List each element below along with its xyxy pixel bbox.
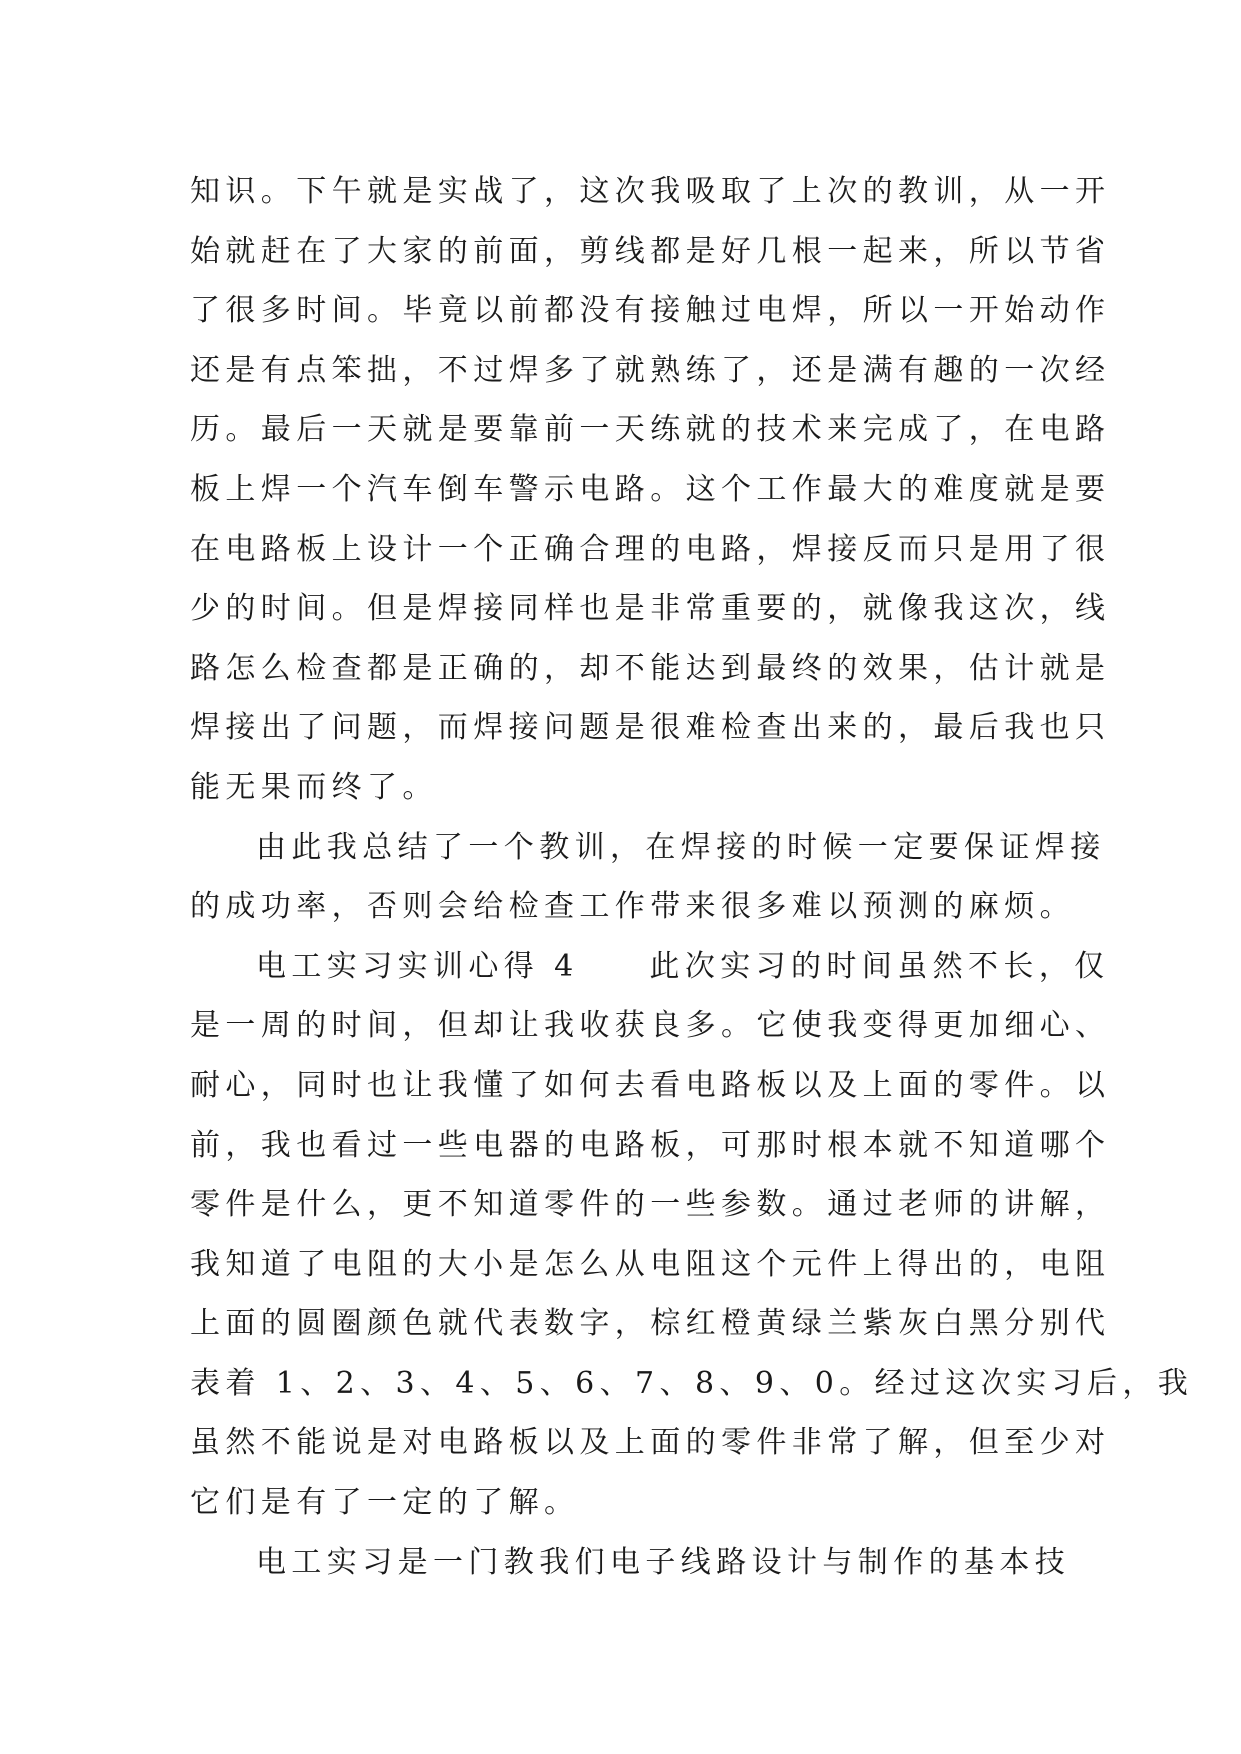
- paragraph-start-line: 电工实习是一门教我们电子线路设计与制作的基本技: [256, 1544, 1071, 1580]
- text-line: 在电路板上设计一个正确合理的电路，焊接反而只是用了很: [190, 531, 1111, 567]
- paragraph-start-line: 由此我总结了一个教训，在焊接的时候一定要保证焊接: [256, 829, 1106, 865]
- text-line: 板上焊一个汽车倒车警示电路。这个工作最大的难度就是要: [190, 471, 1111, 507]
- text-line: 虽然不能说是对电路板以及上面的零件非常了解，但至少对: [190, 1425, 1111, 1461]
- text-line: 了很多时间。毕竟以前都没有接触过电焊，所以一开始动作: [190, 293, 1111, 329]
- text-line: 能无果而终了。: [190, 769, 438, 805]
- text-line: 历。最后一天就是要靠前一天练就的技术来完成了，在电路: [190, 412, 1111, 448]
- text-line: 上面的圆圈颜色就代表数字，棕红橙黄绿兰紫灰白黑分别代: [190, 1306, 1111, 1342]
- text-line: 它们是有了一定的了解。: [190, 1485, 580, 1521]
- text-line: 前，我也看过一些电器的电路板，可那时根本就不知道哪个: [190, 1127, 1111, 1163]
- text-line: 是一周的时间，但却让我收获良多。它使我变得更加细心、: [190, 1008, 1111, 1044]
- body-text: [190, 162, 1194, 1592]
- text-line: 的成功率，否则会给检查工作带来很多难以预测的麻烦。: [190, 889, 1075, 925]
- section-heading-line: 电工实习实训心得 4 此次实习的时间虽然不长，仅: [256, 948, 1110, 984]
- text-line: 知识。下午就是实战了，这次我吸取了上次的教训，从一开: [190, 174, 1111, 209]
- text-line: 焊接出了问题，而焊接问题是很难检查出来的，最后我也只: [190, 710, 1111, 746]
- text-line: 还是有点笨拙，不过焊多了就熟练了，还是满有趣的一次经: [190, 352, 1111, 388]
- text-line: 少的时间。但是焊接同样也是非常重要的，就像我这次，线: [190, 591, 1111, 627]
- text-line: 始就赶在了大家的前面，剪线都是好几根一起来，所以节省: [190, 233, 1111, 269]
- text-line: 耐心，同时也让我懂了如何去看电路板以及上面的零件。以: [190, 1067, 1111, 1103]
- text-line: 路怎么检查都是正确的，却不能达到最终的效果，估计就是: [190, 650, 1111, 686]
- text-line: 零件是什么，更不知道零件的一些参数。通过老师的讲解，: [190, 1187, 1111, 1223]
- text-line: 表着 1、2、3、4、5、6、7、8、9、0。经过这次实习后，我: [190, 1365, 1194, 1401]
- text-line: 我知道了电阻的大小是怎么从电阻这个元件上得出的，电阻: [190, 1246, 1111, 1282]
